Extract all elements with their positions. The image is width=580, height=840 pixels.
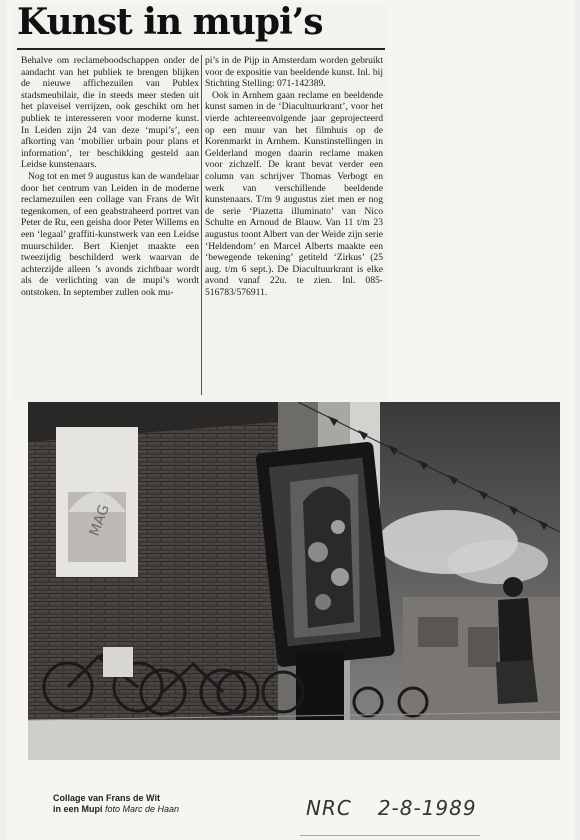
photo-illustration xyxy=(28,402,560,760)
graffiti: MAG xyxy=(86,502,113,539)
street-photo-mupi xyxy=(28,402,560,760)
photo-credit: foto Marc de Haan xyxy=(105,804,180,814)
photo-caption xyxy=(53,793,179,815)
caption-line: Collage van Frans de Wit xyxy=(53,793,160,803)
paragraph: pi’s in de Pijp in Amsterdam worden gebruikt voor de expositie van beeldende kunst. Inl. bij Stichting Stelling: 071-142389. xyxy=(205,55,383,90)
handwritten-source-note xyxy=(306,796,477,820)
article-column-left xyxy=(21,55,199,298)
bicycle-bag xyxy=(103,647,133,677)
headline-rule xyxy=(17,48,385,50)
date-note: 2-8-1989 xyxy=(377,796,477,820)
caption-line xyxy=(53,804,179,815)
article-column-right xyxy=(205,55,383,298)
column-divider xyxy=(201,55,202,395)
source-name: NRC xyxy=(306,796,352,820)
article-headline: Kunst in mupi’s xyxy=(17,1,323,43)
pavement xyxy=(28,720,560,760)
paragraph: Behalve om reclameboodschappen onder de aandacht van het publiek te brengen blijken de nieuwe affichezuilen van Publex stadsmeubilair, die in steeds meer steden uit het plaveisel verrijzen, ook geschikt om het publiek te interesseren voor moderne kunst. In Leiden zijn 24 van deze ‘mupi’s’, een afkorting van ‘mobilier urbain pour plans et information’, ter beschikking gesteld aan Leidse kunstenaars. xyxy=(21,55,199,171)
note-underline xyxy=(300,835,480,836)
paragraph: Ook in Arnhem gaan reclame en beeldende kunst samen in de ‘Diacultuurkrant’, voor het vierde achtereenvolgende jaar geprojecteerd op een muur van het filmhuis op de Korenmarkt in Arnhem. Kunstinstellingen in Gelderland mogen daarin reclame maken voor zichzelf. De krant bevat verder een column van schrijver Thomas Verbogt en werk van verschillende beeldende kunstenaars. T/m 9 augustus ziet men er nog de serie ‘Piazetta illuminato’ van Nico Schulte en Arnoud de Blauw. Van 11 t/m 23 augustus toont Albert van der Weide zijn serie ‘Heldendom’ en Marcel Alberts maakte een ‘bewegende tekening’ getiteld ‘Zirkus’ (25 aug. t/m 6 sept.). De Diacultuurkrant is elke avond vanaf 22u. te zien. Inl. 085-516783/576911. xyxy=(205,89,383,298)
caption-text: in een Mupi xyxy=(53,804,103,814)
paragraph: Nog tot en met 9 augustus kan de wandelaar door het centrum van Leiden in de moderne reclamezuilen een collage van Frans de Wit tegenkomen, of een geabstraheerd portret van Peter de Ru, een geisha door Peter Willems en een ‘legaal’ graffiti-kunstwerk van een Leidse muurschilder. Bert Kienjet maakte een tweezijdig beschilderd werk waarvan de achterzijde alleen ’s avonds zichtbaar wordt als de verlichting van de mupi’s wordt ontstoken. In september zullen ook mu- xyxy=(21,170,199,298)
